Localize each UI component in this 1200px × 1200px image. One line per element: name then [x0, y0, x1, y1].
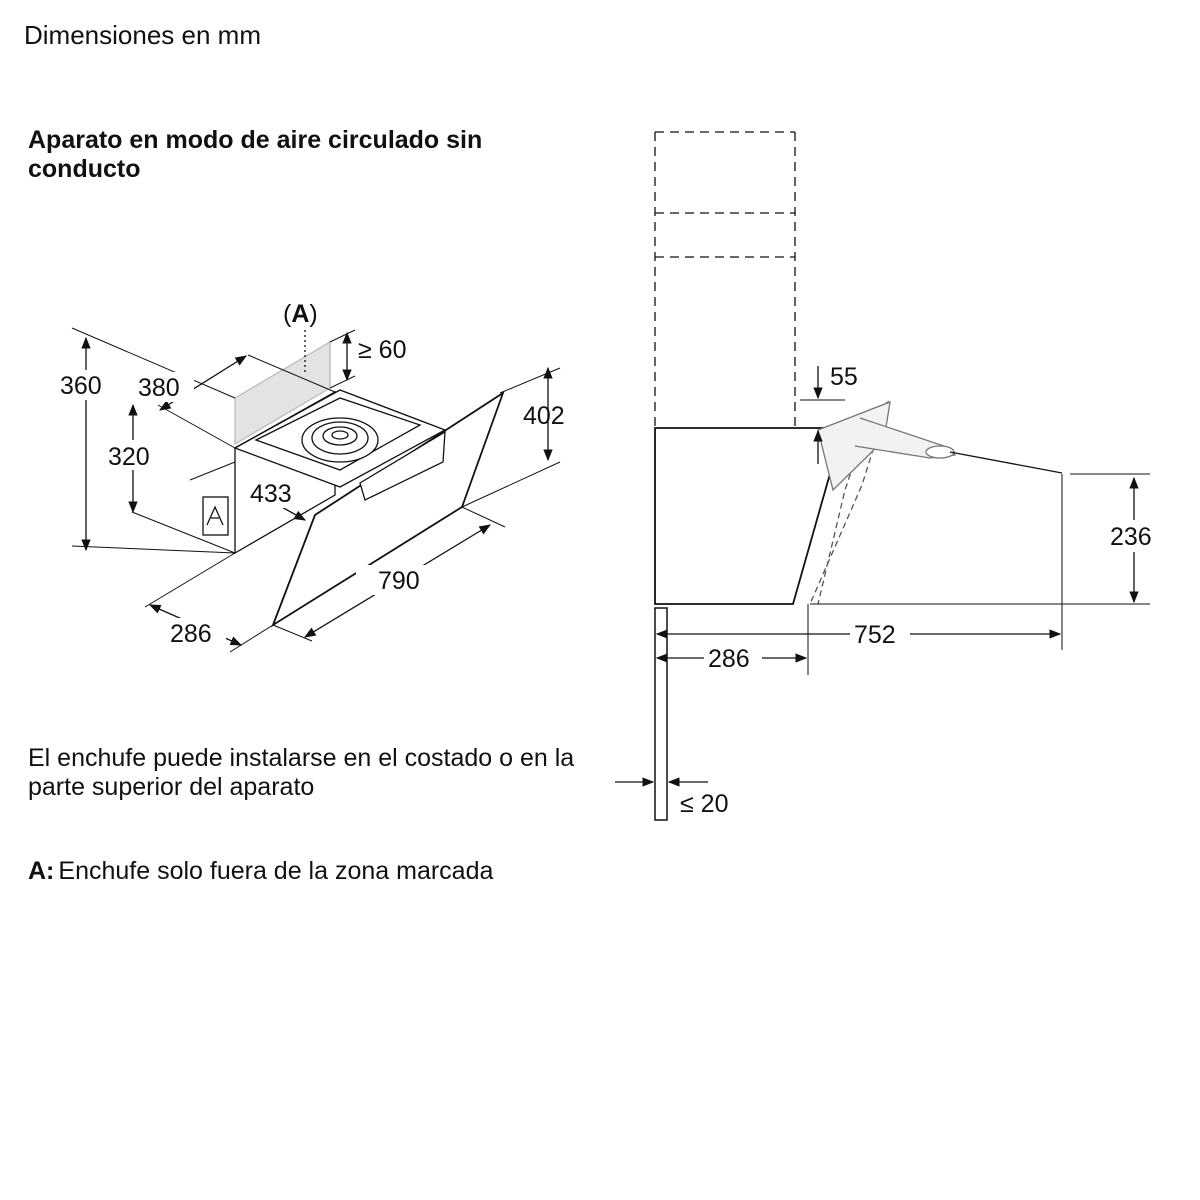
- units-caption: Dimensiones en mm: [24, 20, 261, 50]
- side-labels: [680, 363, 1152, 818]
- legend-text: Enchufe solo fuera de la zona marcada: [58, 857, 494, 885]
- dim-clearance: ≥ 60: [358, 336, 407, 364]
- dim-height-body: 320: [108, 443, 150, 471]
- dim-height: 236: [1110, 523, 1152, 551]
- support-bracket: [818, 402, 1062, 490]
- dim-depth-base: 286: [170, 620, 212, 648]
- fan-outer: [302, 418, 378, 462]
- wall-section: [655, 608, 667, 820]
- socket-icon: [203, 497, 228, 535]
- chimney-dashed: [655, 132, 795, 428]
- legend-key: A:: [28, 857, 55, 885]
- section-title: Aparato en modo de aire circulado sin conducto: [28, 126, 483, 183]
- side-view: [615, 132, 1150, 820]
- dim-depth-total: 752: [854, 621, 896, 649]
- dim-height-front: 402: [523, 402, 565, 430]
- dim-width-top: 380: [138, 374, 180, 402]
- dim-width-front: 790: [378, 567, 420, 595]
- plug-location-note: El enchufe puede instalarse en el costado o en la parte superior del aparato: [28, 744, 575, 801]
- dim-depth-top: 433: [250, 480, 292, 508]
- dim-wall-thickness: ≤ 20: [680, 790, 729, 818]
- dim-depth-body: 286: [708, 645, 750, 673]
- marker-a-label: (A): [283, 300, 318, 328]
- hood-profile: [655, 428, 843, 604]
- dim-height-total: 360: [60, 372, 102, 400]
- dim-top-gap: 55: [830, 363, 858, 391]
